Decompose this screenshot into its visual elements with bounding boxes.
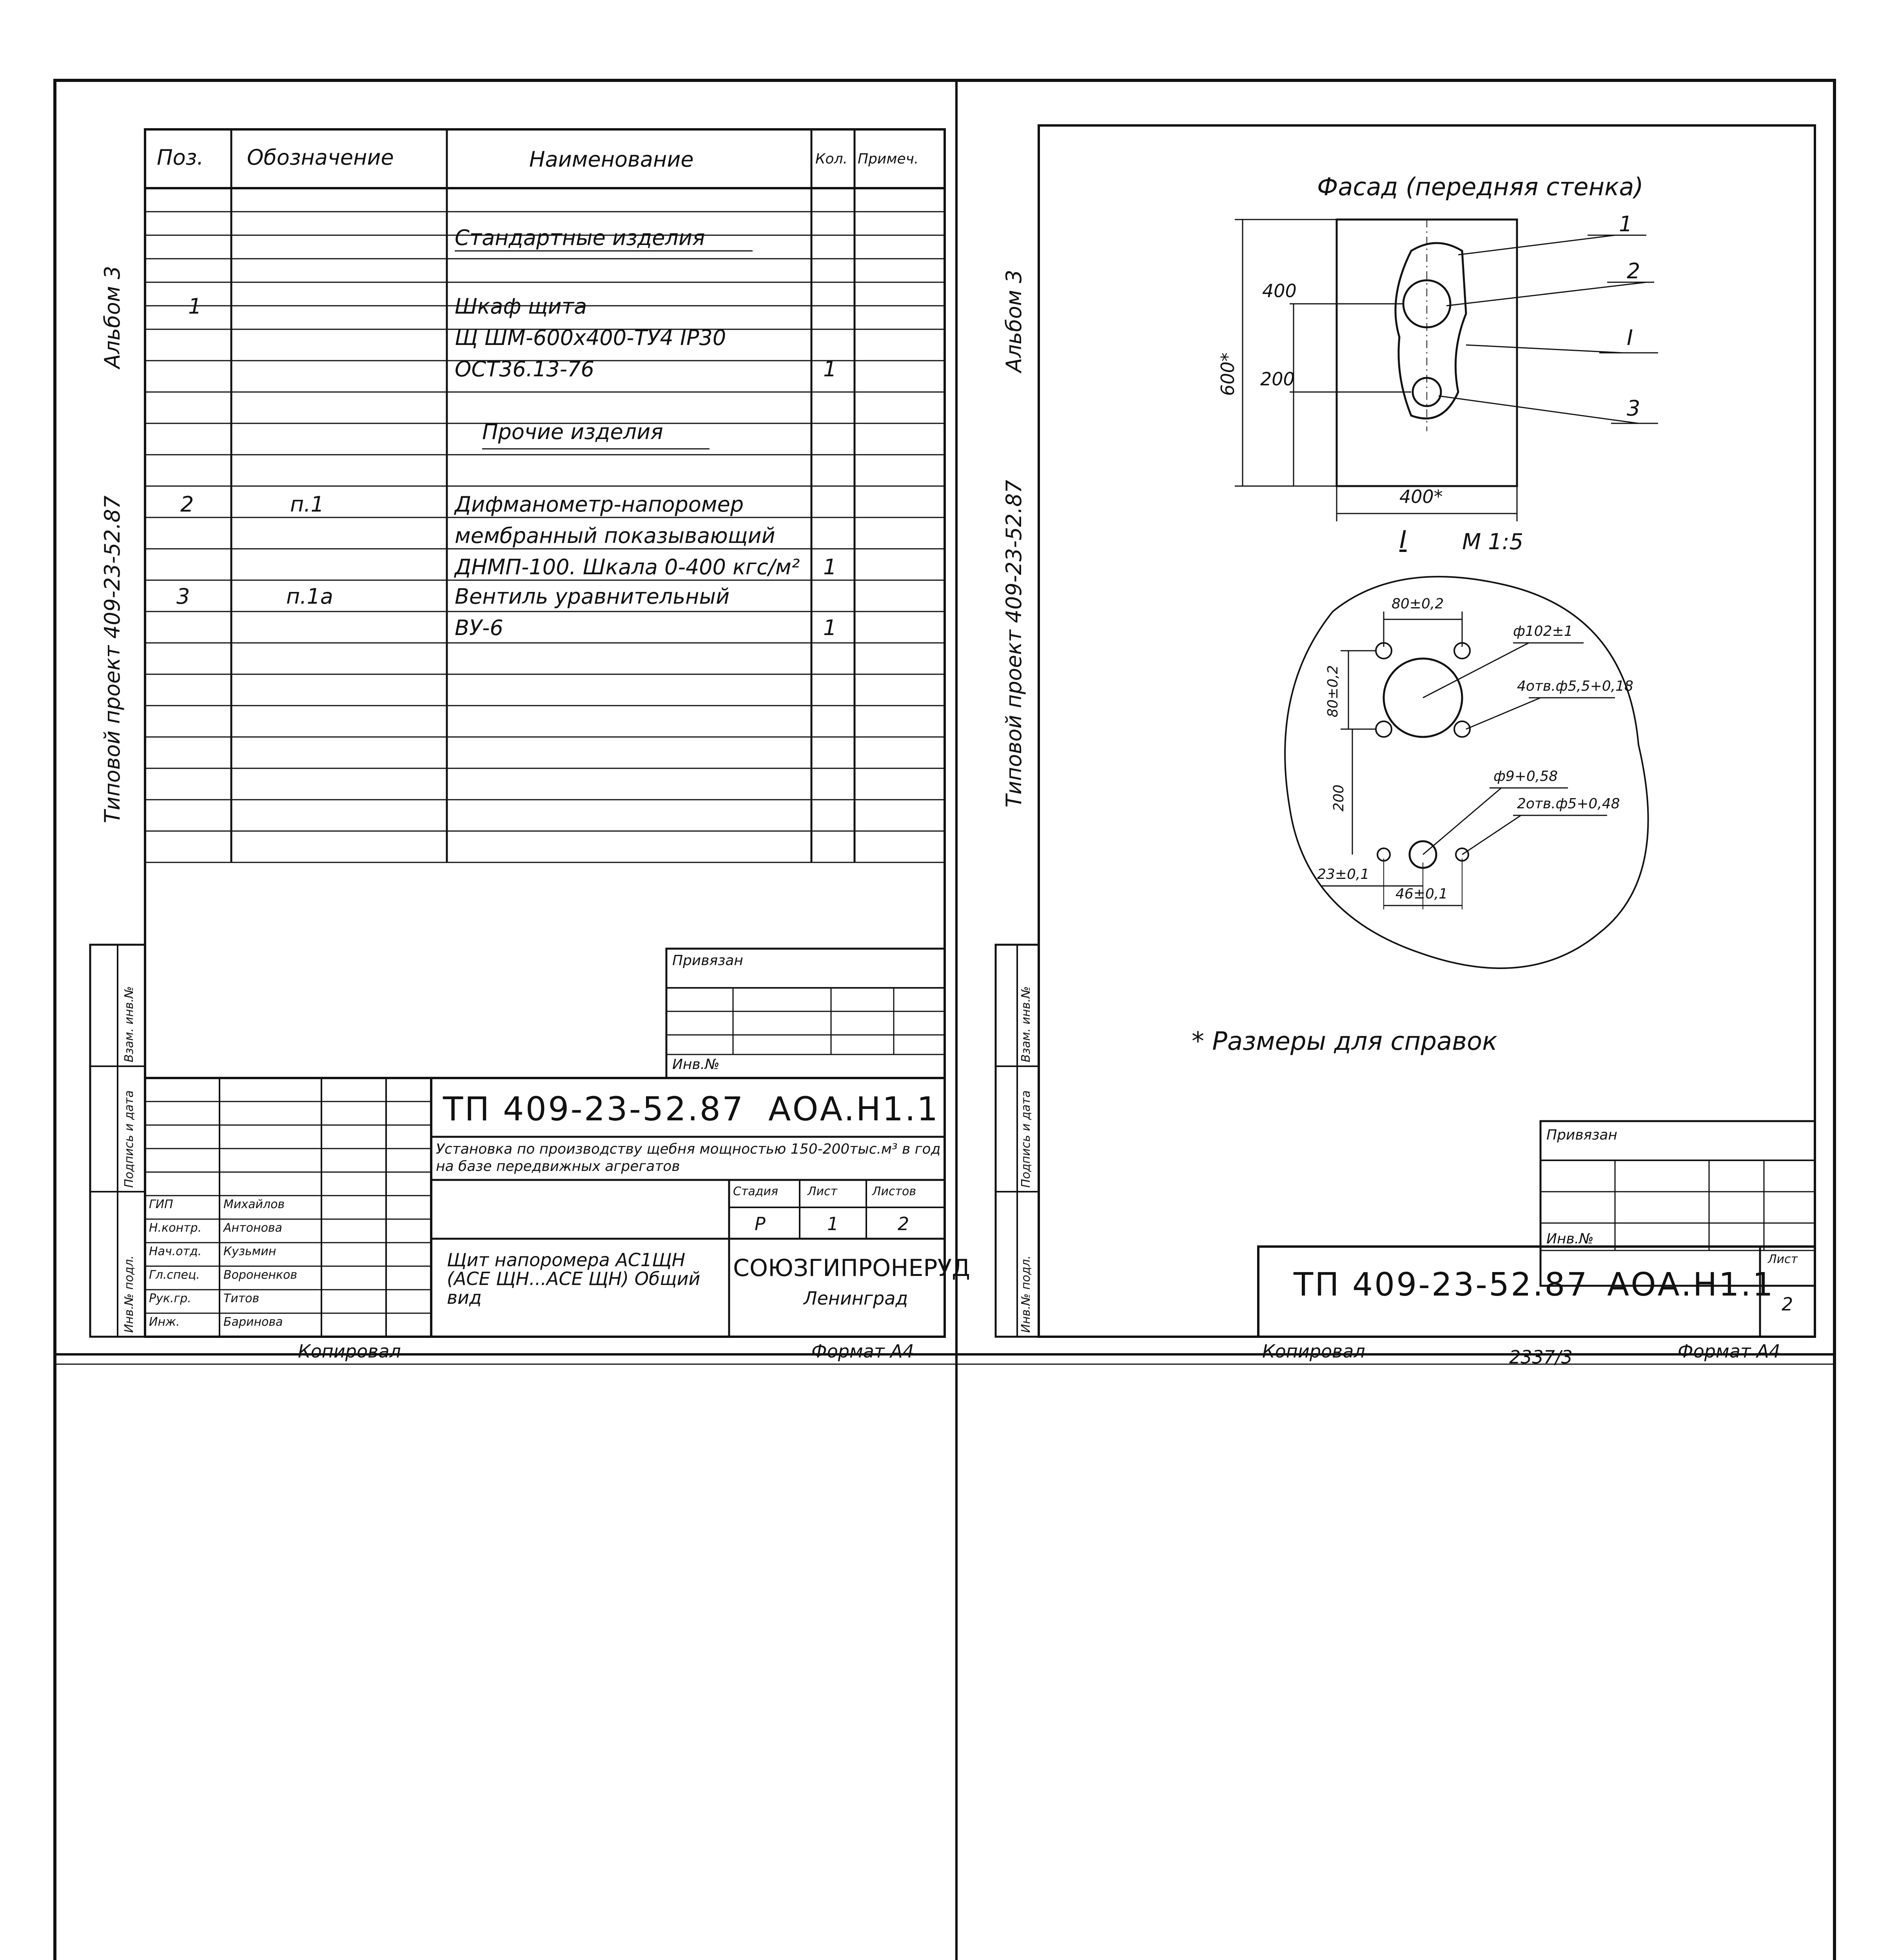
copied-label: Копировал (298, 1341, 401, 1362)
detail-dim-4holes: 4отв.ф5,5+0,18 (1517, 678, 1633, 694)
row1-qty: 1 (823, 357, 837, 381)
header-pos: Поз. (157, 145, 204, 170)
city: Ленинград (804, 1288, 908, 1309)
detail-dim-102: ф102±1 (1513, 623, 1573, 639)
callout-I: I (1627, 325, 1633, 350)
detail-dim-23: 23±0,1 (1317, 866, 1370, 882)
section-standard: Стандартные изделия (455, 225, 705, 250)
facade-title: Фасад (передняя стенка) (1317, 172, 1644, 201)
detail-dim-46: 46±0,1 (1395, 886, 1448, 902)
sheet-value-2: 2 (1782, 1294, 1793, 1315)
row3-name-line2: ВУ-6 (455, 615, 503, 640)
doc-mark-2: АОА.Н1.1 (1607, 1266, 1775, 1303)
row3-designation: п.1а (286, 584, 333, 609)
bound-label: Привязан (672, 953, 743, 969)
format-label: Формат А4 (811, 1341, 914, 1362)
row1-name-line3: ОСТ36.13-76 (455, 357, 594, 381)
row2-pos: 2 (180, 492, 194, 517)
signer-name-5: Титов (223, 1292, 259, 1305)
header-qty: Кол. (815, 151, 848, 167)
bound-label-2: Привязан (1546, 1127, 1617, 1143)
dim-600: 600* (1217, 352, 1238, 396)
stamp-replace-inv-2: Взам. инв.№ (1019, 986, 1033, 1062)
row3-pos: 3 (176, 584, 190, 609)
dim-200: 200 (1260, 368, 1295, 390)
row3-name-line1: Вентиль уравнительный (455, 584, 730, 609)
stamp-replace-inv: Взам. инв.№ (122, 986, 136, 1062)
doc-mark: АОА.Н1.1 (768, 1090, 940, 1128)
format-label-2: Формат А4 (1678, 1341, 1780, 1362)
row2-name-line2: мембранный показывающий (455, 523, 775, 548)
sheets-value: 2 (898, 1213, 909, 1234)
row2-qty: 1 (823, 555, 837, 579)
sheet-value: 1 (827, 1213, 839, 1234)
row2-designation: п.1 (290, 492, 324, 517)
inv-no-label: Инв.№ (672, 1056, 720, 1073)
stamp-inv-orig-2: Инв.№ подл. (1019, 1255, 1033, 1333)
sheet-label: Лист (807, 1185, 838, 1198)
row2-name-line1: Дифманометр-напоромер (455, 492, 744, 517)
section-other: Прочие изделия (482, 419, 663, 444)
detail-title: I (1399, 525, 1407, 554)
callout-2: 2 (1627, 259, 1640, 283)
side-label-project-2: Типовой проект 409-23-52.87 (1002, 480, 1026, 808)
callout-3: 3 (1627, 396, 1640, 421)
detail-dim-9: ф9+0,58 (1493, 768, 1558, 784)
signer-name-1: Михайлов (223, 1198, 285, 1211)
signer-name-4: Вороненков (223, 1268, 298, 1282)
detail-scale: М 1:5 (1462, 529, 1524, 555)
header-note: Примеч. (858, 151, 919, 167)
signer-role-2: Н.контр. (149, 1221, 202, 1235)
signer-role-1: ГИП (149, 1198, 173, 1211)
header-name: Наименование (529, 147, 694, 172)
signer-name-2: Антонова (223, 1221, 282, 1235)
sheets-label: Листов (872, 1185, 916, 1198)
row3-qty: 1 (823, 615, 837, 640)
signer-role-4: Гл.спец. (149, 1268, 200, 1282)
drawing-title: Щит напоромера АС1ЩН (АСЕ ЩН...АСЕ ЩН) Общий вид (447, 1249, 700, 1308)
row1-name-line1: Шкаф щита (455, 294, 587, 319)
sheet-label-2: Лист (1768, 1252, 1798, 1266)
detail-dim-80-v: 80±0,2 (1325, 665, 1341, 717)
header-designation: Обозначение (247, 145, 394, 170)
detail-dim-200: 200 (1331, 784, 1347, 811)
project-title: Установка по производству щебня мощностью 150-200тыс.м³ в год на базе передвижных агрегатов (436, 1141, 941, 1174)
stamp-signature-date: Подпись и дата (122, 1090, 136, 1188)
row1-pos: 1 (188, 294, 202, 319)
copied-label-2: Копировал (1262, 1341, 1365, 1362)
stamp-inv-orig: Инв.№ подл. (122, 1255, 136, 1333)
callout-1: 1 (1619, 212, 1633, 236)
signer-role-3: Нач.отд. (149, 1245, 202, 1258)
side-label-project: Типовой проект 409-23-52.87 (100, 495, 125, 823)
organization: СОЮЗГИПРОНЕРУД (733, 1254, 971, 1282)
stage-label: Стадия (733, 1185, 778, 1198)
row1-name-line2: Щ ШМ-600х400-ТУ4 IP30 (455, 325, 726, 350)
detail-dim-80-h: 80±0,2 (1392, 596, 1444, 612)
order-number: 2337/3 (1509, 1347, 1573, 1368)
stamp-signature-date-2: Подпись и дата (1019, 1090, 1033, 1188)
signer-role-6: Инж. (149, 1315, 180, 1329)
detail-dim-2holes: 2отв.ф5+0,48 (1517, 796, 1620, 812)
doc-code-2: ТП 409-23-52.87 (1294, 1266, 1589, 1303)
side-label-album-2: Альбом 3 (1002, 270, 1026, 372)
stage-value: Р (755, 1213, 766, 1234)
signer-name-6: Баринова (223, 1315, 283, 1329)
inv-no-label-2: Инв.№ (1546, 1231, 1594, 1247)
signer-role-5: Рук.гр. (149, 1292, 191, 1305)
dim-400-horizontal: 400* (1399, 486, 1443, 507)
reference-note: * Размеры для справок (1192, 1027, 1497, 1056)
row2-name-line3: ДНМП-100. Шкала 0-400 кгс/м² (455, 555, 800, 579)
signer-name-3: Кузьмин (223, 1245, 276, 1258)
dim-400-vertical: 400 (1262, 280, 1297, 301)
side-label-album: Альбом 3 (100, 266, 125, 368)
doc-code: ТП 409-23-52.87 (443, 1090, 745, 1128)
